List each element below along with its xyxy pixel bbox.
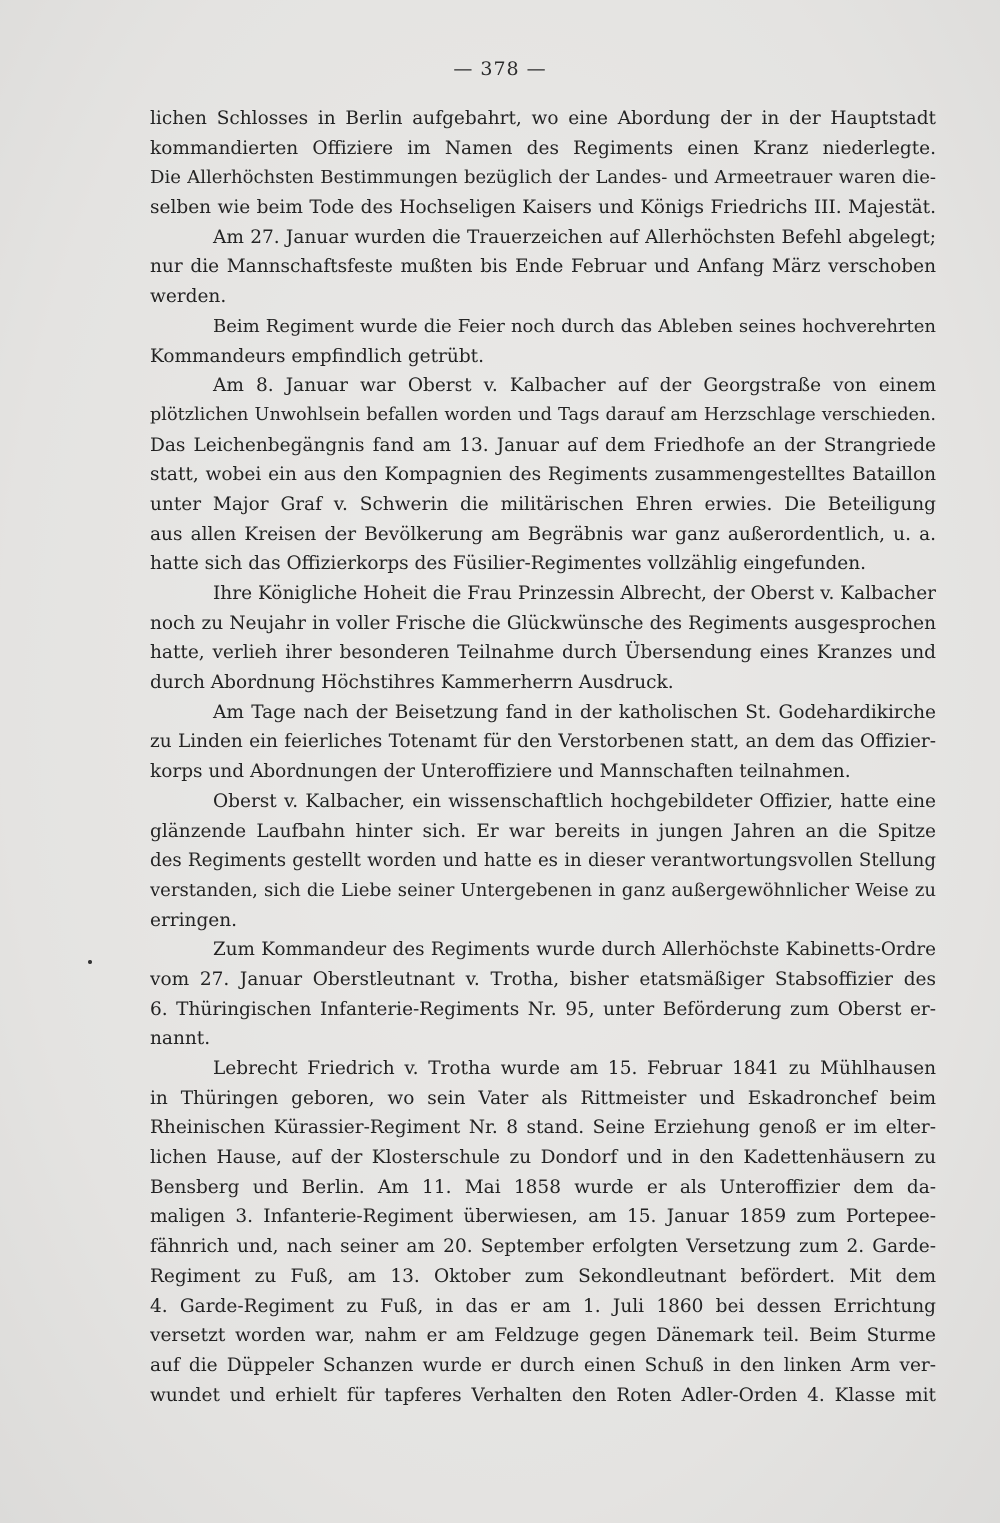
text-line: aus allen Kreisen der Bevölkerung am Begräbnis war ganz außerordentlich, u. a.	[150, 523, 936, 545]
text-line: Oberst v. Kalbacher, ein wissenschaftlich hochgebildeter Offizier, hatte eine	[213, 790, 936, 812]
text-line: Zum Kommandeur des Regiments wurde durch Allerhöchste Kabinetts-Ordre	[213, 939, 936, 961]
text-line: Am Tage nach der Beisetzung fand in der katholischen St. Godehardikirche	[213, 701, 936, 723]
text-line: zu Linden ein feierliches Totenamt für den Verstorbenen statt, an dem das Offizier-	[150, 731, 936, 753]
text-line: Beim Regiment wurde die Feier noch durch das Ableben seines hochverehrten	[213, 315, 936, 337]
body-text	[150, 104, 936, 1410]
text-line: statt, wobei ein aus den Kompagnien des Regiments zusammengestelltes Bataillon	[150, 464, 936, 486]
text-line: vom 27. Januar Oberstleutnant v. Trotha, bisher etatsmäßiger Stabsoffizier des	[150, 968, 936, 990]
text-line: nannt.	[150, 1028, 211, 1050]
text-line: Die Allerhöchsten Bestimmungen bezüglich der Landes- und Armeetrauer waren die-	[150, 167, 936, 189]
text-line: hatte sich das Offizierkorps des Füsilier-Regimentes vollzählig eingefunden.	[150, 553, 867, 575]
text-line: des Regiments gestellt worden und hatte es in dieser verantwortungsvollen Stellung	[150, 850, 936, 872]
text-line: auf die Düppeler Schanzen wurde er durch einen Schuß in den linken Arm ver-	[150, 1354, 936, 1376]
text-line: selben wie beim Tode des Hochseligen Kaisers und Königs Friedrichs III. Majestät.	[150, 197, 936, 219]
text-line: maligen 3. Infanterie-Regiment überwiesen, am 15. Januar 1859 zum Portepee-	[150, 1206, 936, 1228]
text-line: Kommandeurs empfindlich getrübt.	[150, 345, 484, 367]
text-line: versetzt worden war, nahm er am Feldzuge gegen Dänemark teil. Beim Sturme	[150, 1325, 936, 1347]
text-line: lichen Hause, auf der Klosterschule zu Dondorf und in den Kadettenhäusern zu	[150, 1147, 936, 1169]
text-line: hatte, verlieh ihrer besonderen Teilnahme durch Übersendung eines Kranzes und	[150, 642, 936, 664]
text-line: lichen Schlosses in Berlin aufgebahrt, wo eine Abordung der in der Hauptstadt	[150, 108, 936, 129]
text-line: in Thüringen geboren, wo sein Vater als Rittmeister und Eskadronchef beim	[150, 1087, 936, 1109]
text-line: korps und Abordnungen der Unteroffiziere und Mannschaften teilnahmen.	[150, 761, 851, 783]
margin-mark	[88, 960, 92, 964]
text-line: Am 8. Januar war Oberst v. Kalbacher auf der Georgstraße von einem	[213, 375, 936, 397]
text-line: durch Abordnung Höchstihres Kammerherrn Ausdruck.	[150, 672, 674, 694]
text-line: kommandierten Offiziere im Namen des Regiments einen Kranz niederlegte.	[150, 137, 936, 159]
text-line: Lebrecht Friedrich v. Trotha wurde am 15. Februar 1841 zu Mühlhausen	[213, 1058, 936, 1079]
text-line: Regiment zu Fuß, am 13. Oktober zum Sekondleutnant befördert. Mit dem	[150, 1265, 936, 1287]
text-line: Am 27. Januar wurden die Trauerzeichen auf Allerhöchsten Befehl abgelegt;	[213, 226, 936, 248]
text-line: werden.	[150, 286, 227, 308]
text-line: wundet und erhielt für tapferes Verhalten den Roten Adler-Orden 4. Klasse mit	[150, 1384, 936, 1406]
text-line: 6. Thüringischen Infanterie-Regiments Nr. 95, unter Beförderung zum Oberst er-	[150, 998, 936, 1020]
text-line: erringen.	[150, 909, 238, 931]
text-line: nur die Mannschaftsfeste mußten bis Ende Februar und Anfang März verschoben	[150, 256, 936, 278]
text-line: 4. Garde-Regiment zu Fuß, in das er am 1. Juli 1860 bei dessen Errichtung	[150, 1295, 936, 1317]
text-line: Ihre Königliche Hoheit die Frau Prinzessin Albrecht, der Oberst v. Kalbacher	[213, 583, 936, 604]
text-line: verstanden, sich die Liebe seiner Untergebenen in ganz außergewöhnlicher Weise zu	[150, 879, 936, 901]
text-line: fähnrich und, nach seiner am 20. September erfolgten Versetzung zum 2. Garde-	[150, 1236, 936, 1258]
text-line: Bensberg und Berlin. Am 11. Mai 1858 wurde er als Unteroffizier dem da-	[150, 1176, 936, 1198]
text-line: glänzende Laufbahn hinter sich. Er war bereits in jungen Jahren an die Spitze	[150, 820, 936, 842]
page-number: — 378 —	[453, 58, 547, 80]
text-line: plötzlichen Unwohlsein befallen worden und Tags darauf am Herzschlage verschieden.	[150, 404, 936, 425]
text-line: Das Leichenbegängnis fand am 13. Januar auf dem Friedhofe an der Strangriede	[150, 434, 936, 456]
text-line: Rheinischen Kürassier-Regiment Nr. 8 stand. Seine Erziehung genoß er im elter-	[150, 1117, 936, 1139]
text-line: unter Major Graf v. Schwerin die militärischen Ehren erwies. Die Beteiligung	[150, 493, 936, 515]
text-line: noch zu Neujahr in voller Frische die Glückwünsche des Regiments ausgesprochen	[150, 612, 936, 634]
